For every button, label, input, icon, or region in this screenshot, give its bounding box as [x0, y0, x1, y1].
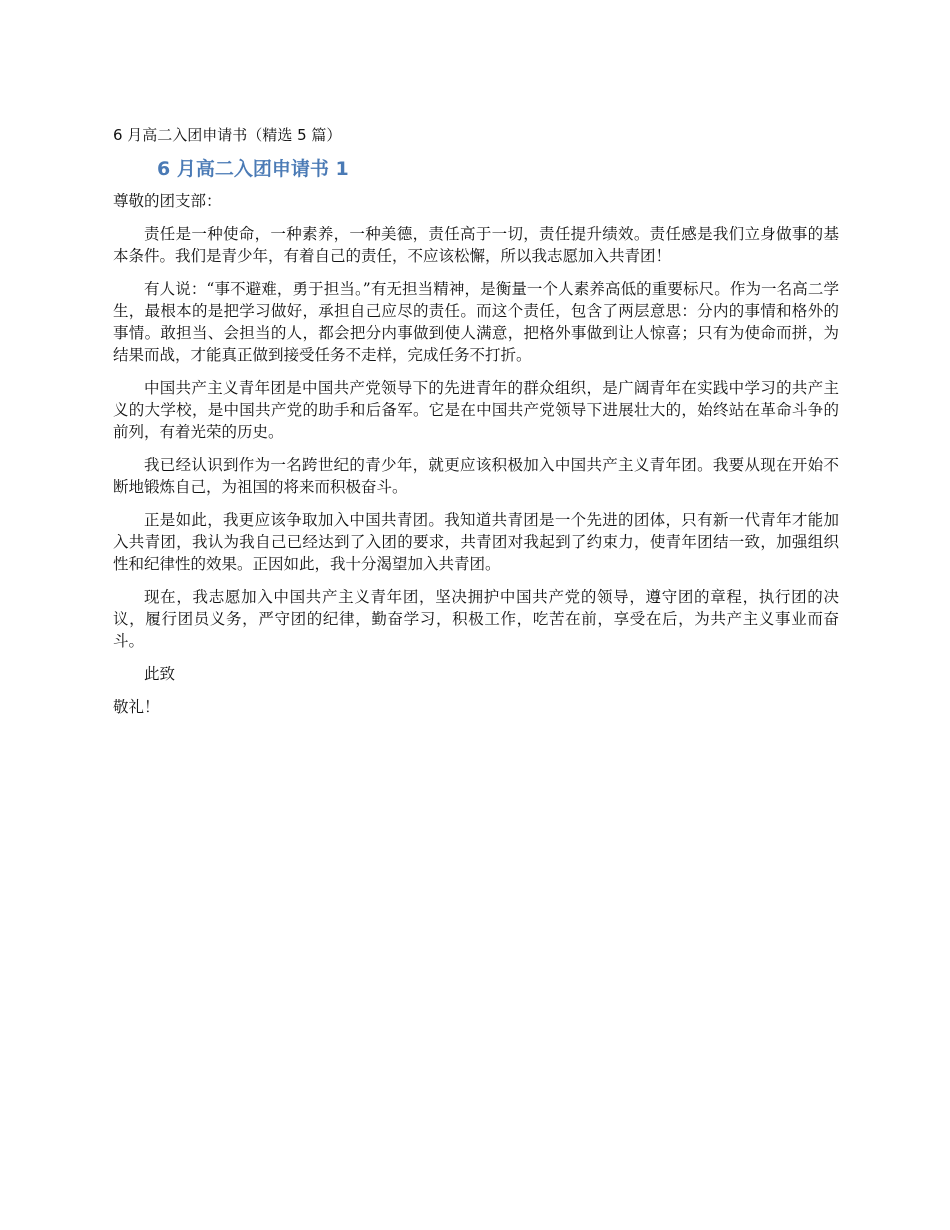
document-title: 6 月高二入团申请书（精选 5 篇） [113, 126, 342, 144]
document-page [113, 124, 839, 718]
closing-line: 此致 [144, 665, 176, 683]
body-paragraph: 有人说：“事不避难，勇于担当。”有无担当精神，是衡量一个人素养高低的重要标尺。作为一名高二学生，最根本的是把学习做好，承担自己应尽的责任。而这个责任，包含了两层意思：分内的事情和格外的事情。敢担当、会担当的人，都会把分内事做到使人满意，把格外事做到让人惊喜；只有为使命而拼，为结果而战，才能真正做到接受任务不走样，完成任务不打折。 [113, 280, 839, 364]
section-heading: 6 月高二入团申请书 1 [157, 158, 349, 180]
body-paragraph: 现在，我志愿加入中国共产主义青年团，坚决拥护中国共产党的领导，遵守团的章程，执行团的决议，履行团员义务，严守团的纪律，勤奋学习，积极工作，吃苦在前，享受在后，为共产主义事业而奋斗。 [113, 588, 839, 650]
body-paragraph: 中国共产主义青年团是中国共产党领导下的先进青年的群众组织，是广阔青年在实践中学习的共产主义的大学校，是中国共产党的助手和后备军。它是在中国共产党领导下进展壮大的，始终站在革命斗争的前列，有着光荣的历史。 [113, 379, 839, 441]
salutation: 尊敬的团支部： [113, 192, 222, 210]
regards-line: 敬礼！ [113, 698, 160, 716]
body-paragraph: 正是如此，我更应该争取加入中国共青团。我知道共青团是一个先进的团体，只有新一代青年才能加入共青团，我认为我自己已经达到了入团的要求，共青团对我起到了约束力，使青年团结一致，加强组织性和纪律性的效果。正因如此，我十分渴望加入共青团。 [113, 511, 839, 573]
body-paragraph: 我已经认识到作为一名跨世纪的青少年，就更应该积极加入中国共产主义青年团。我要从现在开始不断地锻炼自己，为祖国的将来而积极奋斗。 [113, 456, 839, 496]
body-paragraph: 责任是一种使命，一种素养，一种美德，责任高于一切，责任提升绩效。责任感是我们立身做事的基本条件。我们是青少年，有着自己的责任，不应该松懈，所以我志愿加入共青团！ [113, 225, 839, 265]
